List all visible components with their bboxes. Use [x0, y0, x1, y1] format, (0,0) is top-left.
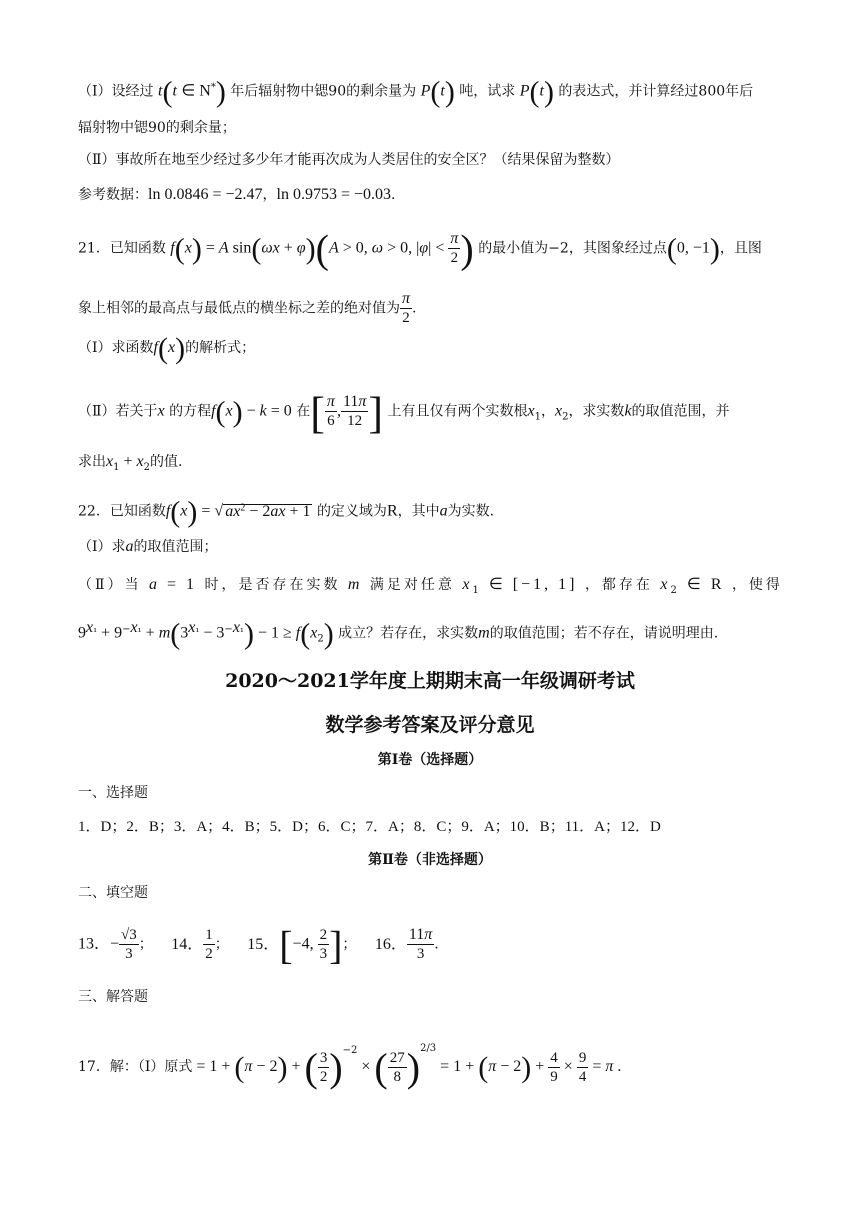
q21-part2-line1: （Ⅱ）若关于x 的方程f(x) − k = 0 在[ $\frac{\pi}{6}$ , $\frac{11\pi}{12}$ ] 上有且仅有两个实数根$x_1$，$x_2$，求实数k的取值范围，并	[78, 388, 730, 438]
q21-part2-line2: 求出$x_1 + x_2$的值.	[78, 453, 183, 473]
section-3-heading: 三、解答题	[78, 989, 148, 1005]
q17-solution: 17．解：（Ⅰ）原式 = 1 + (π − 2) + ( $\frac{3}{2}$ )$^{-2}$ × ( $\frac{27}{8}$ )$^{2/3}$ = 1 + (π − 2) + $\frac{4}{9}$ × $\frac{9}{4}$ = π .	[78, 1043, 622, 1090]
q21-stem-line2: 象上相邻的最高点与最低点的横坐标之差的绝对值为 $\frac{\pi}{2}$ .	[78, 290, 417, 326]
q21-stem-line1: 21．已知函数 f(x) = A sin(ωx + φ)(A > 0, ω > 0, |φ| < $\frac{\pi}{2}$ ) 的最小值为−2，其图象经过点(0, −1)，且图	[78, 226, 762, 272]
q20-reference-data: 参考数据：ln 0.0846 = −2.47，ln 0.9753 = −0.03.	[78, 186, 396, 203]
answer-key-subtitle: 数学参考答案及评分意见	[325, 714, 535, 736]
q22-part2-line2: $9^{x_1} + 9^{-x_1} + m(3^{x_1} - 3^{-x_1}) - 1 \ge f(x_2)$ 成立？若存在，求实数m的取值范围；若不存在，请说明理由.	[78, 617, 719, 651]
q22-part2-line1: （Ⅱ）当 a = 1 时，是否存在实数 m 满足对任意 $x_1$ ∈ [−1, 1] ，都存在 $x_2$ ∈ R ，使得	[78, 576, 783, 596]
q20-part1-line1: （Ⅰ）设经过 t(t ∈ N*) 年后辐射物中锶90的剩余量为 P(t) 吨，试求 P(t) 的表达式，并计算经过800年后	[78, 75, 754, 109]
section-2-heading: 二、填空题	[78, 885, 148, 901]
q20-part2: （Ⅱ）事故所在地至少经过多少年才能再次成为人类居住的安全区？（结果保留为整数）	[78, 152, 620, 168]
answer-key-title: 2020～2021学年度上期期末高一年级调研考试	[225, 670, 635, 692]
volume-1-heading: 第Ⅰ卷（选择题）	[377, 752, 483, 768]
q22-part1: （Ⅰ）求a的取值范围；	[78, 538, 218, 555]
q20-part1-line2: 辐射物中锶90的剩余量；	[78, 120, 236, 136]
volume-2-heading: 第Ⅱ卷（非选择题）	[368, 852, 492, 868]
q22-stem: 22．已知函数f(x) = √ $ax^2 - 2ax + 1$ 的定义域为R，其中a为实数.	[78, 495, 495, 529]
fill-in-answers: 13．− $\frac{√3}{3}$ ； 14． $\frac{1}{2}$ ； 15．[−4, $\frac{2}{3}$ ]； 16． $\frac{11\pi}{3}$ .	[78, 922, 439, 968]
q21-part1: （Ⅰ）求函数f(x)的解析式；	[78, 332, 256, 365]
section-1-heading: 一、选择题	[78, 785, 148, 801]
choice-answers: 1．D；2．B；3．A；4．B；5．D；6．C；7．A；8．C；9．A；10．B；11．A；12．D	[78, 819, 661, 835]
